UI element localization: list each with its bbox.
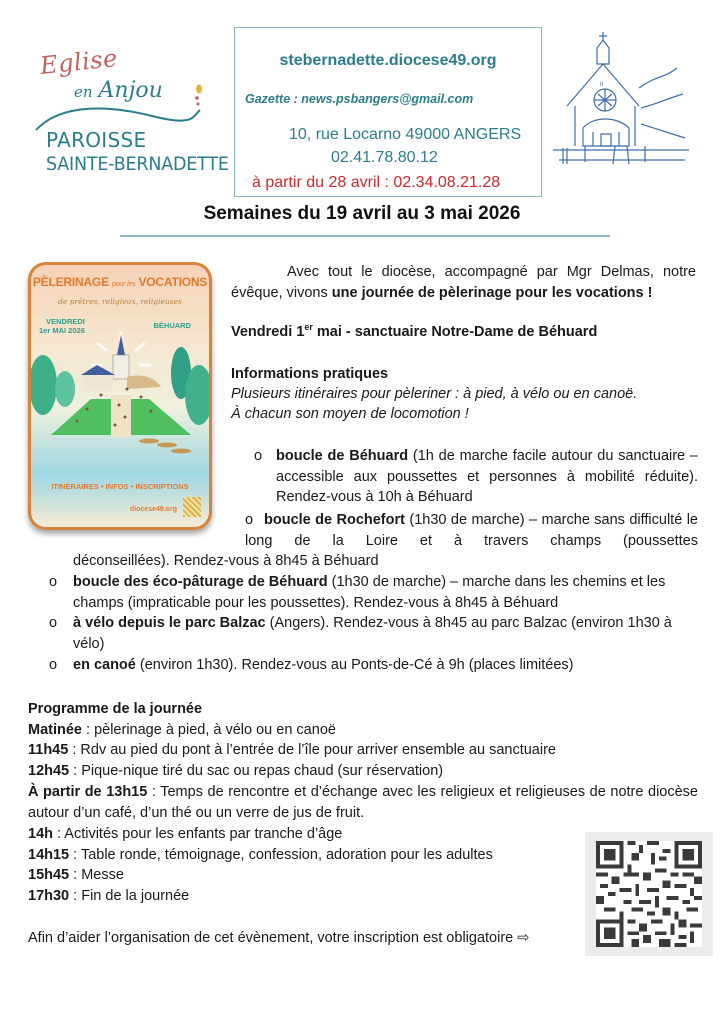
registration-notice: Afin d’aider l’organisation de cet évènement, votre inscription est obligatoire ⇨	[28, 930, 530, 946]
svg-text:II: II	[600, 82, 604, 88]
qr-code-icon	[595, 841, 703, 947]
parish-address: 10, rue Locarno 49000 ANGERS	[289, 126, 522, 143]
bullet-icon: o	[49, 657, 58, 673]
bullet-icon: o	[49, 615, 58, 631]
gazette-line	[245, 92, 473, 106]
parish-logo	[28, 40, 228, 180]
poster-scene-icon	[31, 325, 209, 475]
programme-item: 14h : Activités pour les enfants par tranche d’âge	[28, 826, 343, 842]
logo-sainte-bernadette: SAINTE-BERNADETTE	[46, 153, 229, 175]
programme-item: 17h30 : Fin de la journée	[28, 888, 190, 904]
itinerary-item-continued: déconseillées). Rendez-vous à 8h45 à Béhuard	[73, 553, 379, 569]
programme-heading: Programme de la journée	[28, 701, 203, 717]
poster-date: VENDREDI 1er MAI 2026	[39, 317, 85, 335]
itinerary-item: à vélo depuis le parc Balzac (Angers). Rendez-vous à 8h45 au parc Balzac (environ 1h30 à vélo)	[73, 615, 672, 652]
programme-item: 12h45 : Pique-nique tiré du sac ou repas chaud (sur réservation)	[28, 763, 444, 779]
itinerary-item: boucle de Béhuard (1h de marche facile autour du sanctuaire – accessible aux poussettes et personnes à mobilité réduite). Rendez-vous à 10h à Béhuard	[276, 448, 698, 505]
programme-item: 15h45 : Messe	[28, 867, 124, 883]
logo-paroisse: PAROISSE	[46, 128, 147, 152]
title-divider	[120, 235, 610, 237]
parish-phone: 02.41.78.80.12	[331, 149, 438, 166]
contact-box	[234, 27, 542, 197]
info-heading: Informations pratiques	[231, 366, 389, 382]
poster-place: BÉHUARD	[153, 321, 191, 330]
logo-en-anjou: en Anjou	[74, 78, 163, 103]
poster-url: diocese49.org	[129, 506, 177, 513]
bullet-icon: o	[254, 448, 263, 464]
poster-title: PÈLERINAGE pour les VOCATIONS	[32, 275, 208, 289]
bullet-icon: o	[49, 574, 58, 590]
registration-qr-code[interactable]	[585, 832, 713, 956]
church-illustration-icon	[545, 28, 695, 178]
logo-dots-icon	[192, 84, 206, 108]
arrow-right-icon: ⇨	[517, 930, 530, 946]
poster-footer: ITINÉRAIRES • INFOS • INSCRIPTIONS	[51, 482, 189, 491]
event-date-line: Vendredi 1er mai - sanctuaire Notre-Dame de Béhuard	[231, 322, 598, 340]
gazette-email-link[interactable]: news.psbangers@gmail.com	[301, 92, 474, 106]
info-line-1: Plusieurs itinéraires pour pèleriner : à pied, à vélo ou en canoë.	[231, 386, 638, 402]
itinerary-item: en canoé (environ 1h30). Rendez-vous au Ponts-de-Cé à 9h (places limitées)	[73, 657, 574, 673]
poster-qr-icon	[183, 497, 201, 517]
logo-eglise: Eglise	[38, 44, 120, 80]
intro-paragraph: Avec tout le diocèse, accompagné par Mgr Delmas, notre évêque, vivons une journée de pèlerinage pour les vocations !	[231, 264, 696, 301]
intro-highlight: une journée de pèlerinage pour les vocations !	[331, 284, 653, 301]
poster-subtitle: de prêtres, religieux, religieuses	[58, 297, 182, 306]
bullet-icon: o	[245, 512, 254, 528]
pilgrimage-poster	[28, 262, 212, 530]
website-link[interactable]: stebernadette.diocese49.org	[279, 52, 497, 69]
itinerary-item: boucle de Rochefort (1h30 de marche) – marche sans difficulté le long de la Loire et à travers champs (poussettes	[245, 512, 698, 549]
new-phone-notice: à partir du 28 avril : 02.34.08.21.28	[252, 174, 501, 191]
gazette-label: Gazette :	[245, 92, 302, 106]
programme-item: 14h15 : Table ronde, témoignage, confession, adoration pour les adultes	[28, 847, 493, 863]
info-line-2: À chacun son moyen de locomotion !	[231, 406, 469, 422]
itinerary-item: boucle des éco-pâturage de Béhuard (1h30 de marche) – marche dans les chemins et les champs (impraticable pour les poussettes). Rendez-vous à 8h45 à Béhuard	[73, 574, 666, 611]
programme-item: Matinée : pèlerinage à pied, à vélo ou en canoë	[28, 722, 336, 738]
programme-item: À partir de 13h15 : Temps de rencontre et d’échange avec les religieux et religieuses de notre diocèse autour d’un café, d’un thé ou un verre de jus de fruit.	[28, 784, 698, 821]
programme-item: 11h45 : Rdv au pied du pont à l’entrée de l’île pour arriver ensemble au sanctuaire	[28, 742, 556, 758]
page-title: Semaines du 19 avril au 3 mai 2026	[203, 203, 521, 224]
